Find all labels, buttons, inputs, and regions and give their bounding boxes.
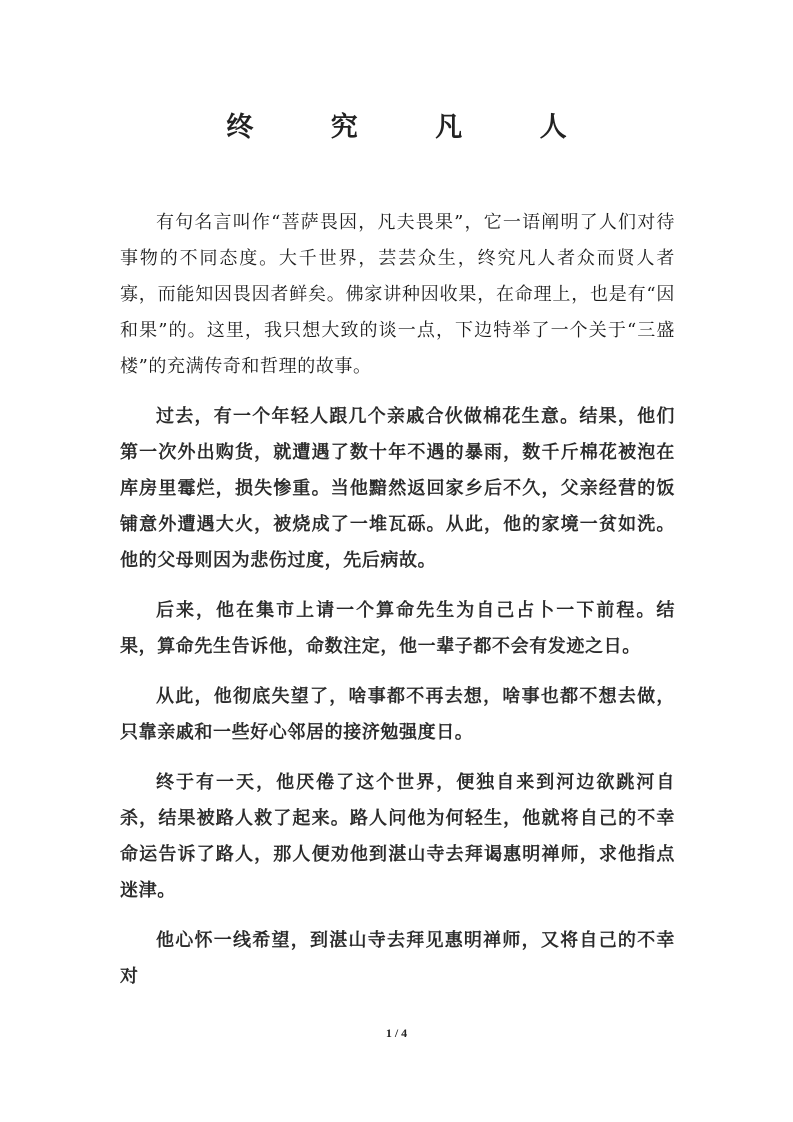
page-title: 终 究 凡 人 [226,112,601,143]
paragraph-intro: 有句名言叫作“菩萨畏因，凡夫畏果”，它一语阐明了人们对待事物的不同态度。大千世界，芸芸众生，终究凡人者众而贤人者寡，而能知因畏因者鲜矣。佛家讲种因收果，在命理上，也是有“因和果”的。这里，我只想大致的谈一点，下边特举了一个关于“三盛楼”的充满传奇和哲理的故事。 [120,212,675,377]
paragraph-despair: 从此，他彻底失望了，啥事都不再去想，啥事也都不想去做，只靠亲戚和一些好心邻居的接济勉强度日。 [120,686,675,743]
paragraph-fortune-teller: 后来，他在集市上请一个算命先生为自己占卜一下前程。结果，算命先生告诉他，命数注定，他一辈子都不会有发迹之日。 [120,600,675,657]
paragraph-past-misfortune: 过去，有一个年轻人跟几个亲戚合伙做棉花生意。结果，他们第一次外出购货，就遭遇了数十年不遇的暴雨，数千斤棉花被泡在库房里霉烂，损失惨重。当他黯然返回家乡后不久，父亲经营的饭铺意外遭遇大火，被烧成了一堆瓦砾。从此，他的家境一贫如洗。他的父母则因为悲伤过度，先后病故。 [120,406,675,571]
document-body [120,205,675,1009]
page-number: 1 / 4 [385,1026,408,1040]
paragraph-visit-temple: 他心怀一线希望，到湛山寺去拜见惠明禅师，又将自己的不幸对 [120,930,675,987]
paragraph-rescue: 终于有一天，他厌倦了这个世界，便独自来到河边欲跳河自杀，结果被路人救了起来。路人问他为何轻生，他就将自己的不幸命运告诉了路人，那人便劝他到湛山寺去拜谒惠明禅师，求他指点迷津。 [120,772,675,901]
